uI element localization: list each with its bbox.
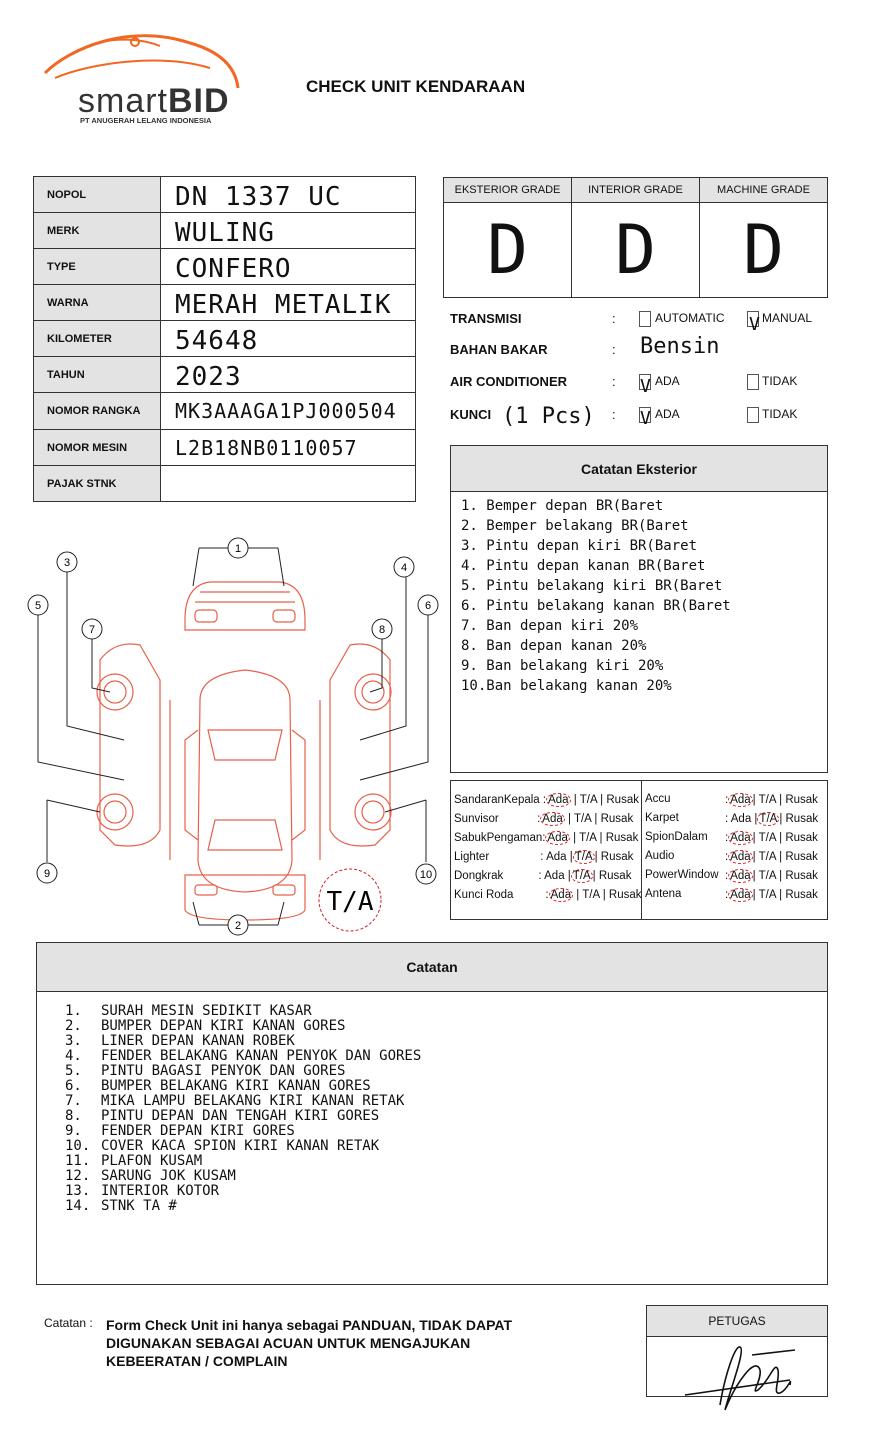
field-label: NOMOR MESIN — [34, 430, 161, 465]
accessory-option[interactable]: Ada — [548, 794, 569, 806]
disclaimer-line: DIGUNAKAN SEBAGAI ACUAN UNTUK MENGAJUKAN — [106, 1335, 471, 1351]
ac-tidak-checkbox[interactable] — [747, 374, 759, 390]
grade-label: MACHINE GRADE — [700, 178, 827, 203]
accessory-row: Sunvisor : Ada | T/A | Rusak — [454, 813, 634, 825]
company-logo — [40, 28, 250, 128]
list-item: 11. PLAFON KUSAM — [65, 1153, 203, 1169]
vehicle-row — [34, 430, 415, 466]
list-item: 8. Ban depan kanan 20% — [461, 638, 647, 654]
list-item: 4. FENDER BELAKANG KANAN PENYOK DAN GORES — [65, 1048, 422, 1064]
list-item: 2. Bemper belakang BR(Baret — [461, 518, 689, 534]
callout-7: 7 — [88, 624, 96, 636]
list-item: 12. SARUNG JOK KUSAM — [65, 1168, 236, 1184]
field-value-tahun: 2023 — [175, 362, 242, 392]
bahan-bakar-label: BAHAN BAKAR — [450, 342, 548, 357]
colon: : — [612, 407, 616, 422]
field-value-nomor-mesin: L2B18NB0110057 — [175, 435, 358, 460]
accessory-option[interactable]: Rusak — [785, 889, 818, 901]
disclaimer-line: Form Check Unit ini hanya sebagai PANDUAN, TIDAK DAPAT — [106, 1317, 513, 1333]
list-item: 6. Pintu belakang kanan BR(Baret — [461, 598, 731, 614]
list-item: 3. Pintu depan kiri BR(Baret — [461, 538, 698, 554]
brand-light: smart — [78, 82, 168, 120]
colon: : — [612, 342, 616, 357]
accessory-row: Dongkrak : Ada | T/A | Rusak — [454, 870, 632, 882]
accessory-option[interactable]: Ada — [544, 870, 565, 882]
kunci-tidak-checkbox[interactable] — [747, 407, 759, 423]
car-damage-diagram — [20, 530, 445, 940]
grade-table — [443, 177, 828, 298]
bahan-bakar-value: Bensin — [640, 334, 720, 359]
petugas-label: PETUGAS — [647, 1306, 827, 1337]
callout-3: 3 — [63, 557, 71, 569]
field-label: TAHUN — [34, 357, 161, 392]
accessory-row: Audio : Ada | T/A | Rusak — [645, 850, 818, 863]
vehicle-row — [34, 285, 415, 321]
accessory-option[interactable]: Rusak — [606, 794, 639, 806]
accessory-row: Antena : Ada | T/A | Rusak — [645, 888, 818, 901]
ta-stamp: T/A — [326, 887, 374, 917]
field-label: KILOMETER — [34, 321, 161, 356]
field-value-type: CONFERO — [175, 254, 292, 284]
field-value-nopol: DN 1337 UC — [175, 182, 342, 212]
transmisi-label: TRANSMISI — [450, 311, 522, 326]
vehicle-row — [34, 393, 415, 430]
list-item: 1. SURAH MESIN SEDIKIT KASAR — [65, 1003, 312, 1019]
accessory-row: Karpet : Ada | T/A | Rusak — [645, 812, 819, 825]
list-item: 1. Bemper depan BR(Baret — [461, 498, 664, 514]
accessory-name: Kunci Roda — [454, 889, 514, 901]
accessory-option[interactable]: Ada — [730, 889, 751, 901]
callout-4: 4 — [400, 562, 408, 574]
list-item: 6. BUMPER BELAKANG KIRI KANAN GORES — [65, 1078, 371, 1094]
callout-6: 6 — [424, 600, 432, 612]
field-label: MERK — [34, 213, 161, 248]
exterior-notes-panel — [450, 445, 828, 773]
accessory-option[interactable]: T/A — [758, 870, 776, 882]
accessory-option[interactable]: T/A — [579, 794, 597, 806]
accessory-option[interactable]: T/A — [582, 889, 600, 901]
list-item: 7. Ban depan kiri 20% — [461, 618, 639, 634]
ac-ada-option: ADA — [655, 374, 680, 388]
vehicle-row — [34, 177, 415, 213]
exterior-grade-value: D — [487, 210, 528, 290]
field-value-pajak-stnk — [161, 466, 415, 501]
list-item: 7. MIKA LAMPU BELAKANG KIRI KANAN RETAK — [65, 1093, 405, 1109]
manual-option: MANUAL — [762, 311, 813, 325]
field-label: WARNA — [34, 285, 161, 320]
list-item: 3. LINER DEPAN KANAN ROBEK — [65, 1033, 295, 1049]
accessory-option[interactable]: T/A — [573, 813, 592, 825]
accessory-option[interactable]: Ada — [546, 851, 567, 863]
list-item: 5. PINTU BAGASI PENYOK DAN GORES — [65, 1063, 346, 1079]
exterior-notes-title: Catatan Eksterior — [451, 446, 827, 492]
list-item: 14. STNK TA # — [65, 1198, 177, 1214]
accessory-row: SandaranKepala : Ada | T/A | Rusak — [454, 794, 639, 806]
list-item: 9. Ban belakang kiri 20% — [461, 658, 664, 674]
list-item: 13. INTERIOR KOTOR — [65, 1183, 220, 1199]
brand-bold: BID — [168, 82, 230, 120]
list-item: 9. FENDER DEPAN KIRI GORES — [65, 1123, 295, 1139]
accessory-option[interactable]: Ada — [547, 832, 568, 844]
exterior-notes-list — [451, 492, 827, 696]
accessory-option[interactable]: Ada — [542, 813, 563, 825]
field-value-nomor-rangka: MK3AAAGA1PJ000504 — [175, 399, 397, 423]
vehicle-row — [34, 321, 415, 357]
callout-10: 10 — [419, 869, 433, 881]
accessory-row: SpionDalam : Ada | T/A | Rusak — [645, 831, 818, 844]
automatic-option: AUTOMATIC — [655, 311, 725, 325]
list-item: 5. Pintu belakang kiri BR(Baret — [461, 578, 723, 594]
accessories-panel — [450, 780, 828, 920]
accessory-row: PowerWindow : Ada | T/A | Rusak — [645, 869, 818, 882]
list-item: 8. PINTU DEPAN DAN TENGAH KIRI GORES — [65, 1108, 380, 1124]
kunci-ada-option: ADA — [655, 407, 680, 421]
kunci-label: KUNCI — [450, 407, 492, 422]
accessory-option[interactable]: Rusak — [598, 870, 632, 882]
accessory-name: SabukPengaman — [454, 832, 543, 844]
accessory-name: Sunvisor — [454, 813, 499, 825]
interior-grade-value: D — [615, 210, 656, 290]
signature-icon — [680, 1335, 800, 1420]
accessory-option[interactable]: T/A — [758, 851, 776, 863]
grade-label: INTERIOR GRADE — [572, 178, 699, 203]
footer-note-label: Catatan : — [44, 1316, 93, 1330]
accessory-name: Karpet — [645, 812, 679, 824]
field-label: NOMOR RANGKA — [34, 393, 161, 429]
callout-5: 5 — [34, 600, 42, 612]
accessory-option[interactable]: Rusak — [785, 851, 818, 863]
list-item: 10. COVER KACA SPION KIRI KANAN RETAK — [65, 1138, 380, 1154]
company-name: PT ANUGERAH LELANG INDONESIA — [80, 116, 212, 125]
accessory-option[interactable]: Ada — [730, 813, 752, 825]
list-item: 4. Pintu depan kanan BR(Baret — [461, 558, 706, 574]
kunci-tidak-option: TIDAK — [762, 407, 798, 421]
field-label: TYPE — [34, 249, 161, 284]
accessory-option[interactable]: Rusak — [785, 870, 818, 882]
callout-2: 2 — [234, 920, 242, 932]
accessory-name: SandaranKepala — [454, 794, 540, 806]
check-mark-icon: V — [640, 376, 651, 397]
colon: : — [612, 374, 616, 389]
accessory-row: Accu : Ada | T/A | Rusak — [645, 793, 818, 806]
kunci-value: (1 Pcs) — [502, 404, 595, 429]
accessory-name: Lighter — [454, 851, 490, 863]
accessory-name: SpionDalam — [645, 831, 708, 843]
disclaimer-line: KEBEERATAN / COMPLAIN — [106, 1353, 288, 1369]
grade-label: EKSTERIOR GRADE — [444, 178, 571, 203]
catatan-panel — [36, 942, 828, 1285]
accessory-option[interactable]: Rusak — [600, 851, 634, 863]
colon: : — [612, 311, 616, 326]
accessory-option[interactable]: T/A — [572, 870, 591, 882]
field-value-merk: WULING — [175, 218, 275, 248]
ac-tidak-option: TIDAK — [762, 374, 798, 388]
page-title: CHECK UNIT KENDARAAN — [306, 77, 526, 96]
ac-label: AIR CONDITIONER — [450, 374, 567, 389]
field-label: PAJAK STNK — [34, 466, 161, 501]
field-value-kilometer: 54648 — [175, 326, 259, 356]
accessory-row: Kunci Roda : Ada | T/A | Rusak — [454, 889, 642, 901]
accessory-name: PowerWindow — [645, 869, 719, 881]
list-item: 10.Ban belakang kanan 20% — [461, 678, 672, 694]
accessory-option[interactable]: Ada — [550, 889, 572, 901]
vehicle-row — [34, 213, 415, 249]
accessory-option[interactable]: T/A — [579, 832, 597, 844]
accessory-option[interactable]: Ada — [730, 870, 751, 882]
field-value-warna: MERAH METALIK — [175, 290, 392, 320]
accessory-option[interactable]: Rusak — [785, 813, 819, 825]
machine-grade-value: D — [743, 210, 784, 290]
accessory-name: Dongkrak — [454, 870, 504, 882]
accessory-option[interactable]: Ada — [730, 794, 751, 806]
accessory-name: Audio — [645, 850, 675, 862]
accessory-option[interactable]: T/A — [758, 889, 776, 901]
check-mark-icon: V — [749, 314, 760, 335]
callout-1: 1 — [234, 543, 242, 555]
field-label: NOPOL — [34, 177, 161, 212]
list-item: 2. BUMPER DEPAN KIRI KANAN GORES — [65, 1018, 346, 1034]
automatic-checkbox[interactable] — [639, 311, 651, 327]
vehicle-info-table — [33, 176, 416, 502]
callout-8: 8 — [378, 624, 386, 636]
accessory-row: SabukPengaman: Ada | T/A | Rusak — [454, 832, 639, 844]
accessory-option[interactable]: Rusak — [608, 889, 642, 901]
vehicle-row — [34, 466, 415, 501]
accessory-name: Accu — [645, 793, 671, 805]
accessory-option[interactable]: Rusak — [785, 794, 818, 806]
accessory-option[interactable]: T/A — [758, 794, 776, 806]
check-mark-icon: V — [640, 408, 651, 429]
callout-9: 9 — [43, 868, 51, 880]
catatan-list — [37, 992, 827, 1214]
accessory-row: Lighter : Ada | T/A | Rusak — [454, 851, 634, 863]
accessory-name: Antena — [645, 888, 682, 900]
vehicle-row — [34, 357, 415, 393]
footer-disclaimer — [106, 1316, 512, 1370]
accessory-option[interactable]: Ada — [730, 832, 751, 844]
accessory-option[interactable]: T/A — [759, 813, 778, 825]
catatan-title: Catatan — [37, 943, 827, 992]
accessory-option[interactable]: Rusak — [605, 832, 639, 844]
accessory-option[interactable]: Rusak — [785, 832, 818, 844]
vehicle-row — [34, 249, 415, 285]
accessory-option[interactable]: T/A — [574, 851, 593, 863]
accessory-option[interactable]: Ada — [730, 851, 751, 863]
accessory-option[interactable]: Rusak — [600, 813, 634, 825]
accessory-option[interactable]: T/A — [758, 832, 776, 844]
